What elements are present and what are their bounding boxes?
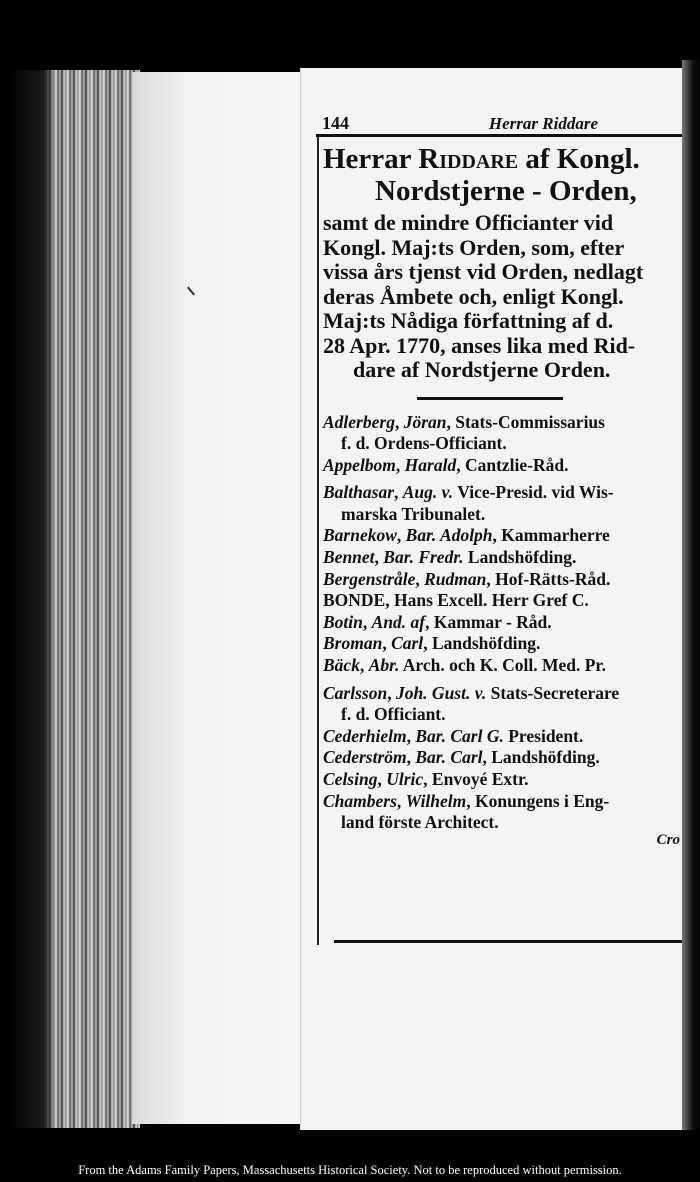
list-item: Adlerberg, Jöran, Stats-Commissarius [323, 411, 605, 432]
blank-left-page [132, 72, 317, 1124]
list-item: Balthasar, Aug. v. Vice-Presid. vid Wis- [323, 482, 614, 503]
entry-surname: Appelbom [323, 454, 396, 475]
list-item: Cederhielm, Bar. Carl G. President. [323, 725, 584, 746]
entry-given-name: Ulric [386, 769, 424, 789]
section-heading-line1 [319, 137, 682, 175]
list-item: Bennet, Bar. Fredr. Landshöfding. [323, 547, 577, 568]
intro-line: samt de mindre Officianter vid [323, 210, 614, 235]
list-item: Botin, And. af, Kammar - Råd. [323, 611, 552, 632]
entry-given-name: Bar. Fredr. [383, 547, 464, 568]
entry-given-name: Bar. Carl [415, 747, 483, 768]
list-item: Chambers, Wilhelm, Konungens i Eng- [323, 790, 610, 811]
heading-suffix: af Kongl. [518, 143, 640, 175]
page-number: 144 [322, 113, 349, 133]
heading-smallcaps: Riddare [418, 143, 519, 175]
running-head-title: Herrar Riddare [488, 114, 598, 133]
bottom-rule [334, 940, 682, 943]
list-item: Barnekow, Bar. Adolph, Kammarherre [323, 525, 610, 546]
entry-given-name: And. af [371, 611, 426, 632]
entry-surname: Celsing [323, 769, 378, 789]
list-item: Appelbom, Harald, Cantzlie-Råd. [323, 454, 569, 475]
entry-continuation: marska Tribunalet. [341, 503, 486, 524]
entry-given-name: Rudman [424, 568, 487, 589]
entry-given-name: Harald [404, 454, 457, 475]
book-fore-edge [14, 70, 140, 1128]
entry-surname: Adlerberg [323, 411, 395, 432]
entry-list [319, 412, 682, 834]
entry-surname: Cederström [323, 747, 407, 768]
entry-given-name: Bar. Carl G. [415, 725, 504, 746]
intro-line: vissa års tjenst vid Orden, nedlagt [323, 259, 644, 284]
entry-given-name: Aug. v. [402, 482, 454, 503]
page-text-block [316, 108, 682, 948]
entry-surname: Barnekow [323, 525, 397, 546]
intro-line: Maj:ts Nådiga författning af d. [323, 308, 614, 333]
entry-surname: Cederhielm [323, 725, 407, 746]
entry-surname: Bennet [323, 547, 375, 568]
running-head [316, 108, 682, 137]
entry-given-name: Joh. Gust. v. [395, 682, 487, 703]
text-frame [317, 137, 682, 945]
entry-continuation: f. d. Ordens-Officiant. [341, 433, 507, 454]
entry-surname: Carlsson [323, 682, 388, 703]
entry-surname: Bäck [323, 655, 360, 676]
entry-given-name: Bar. Adolph [405, 525, 493, 546]
entry-given-name: Abr. [368, 655, 400, 676]
intro-line: Kongl. Maj:ts Orden, som, efter [323, 234, 625, 260]
entry-surname: Botin [323, 611, 363, 632]
entry-surname: Bergenstråle [323, 568, 416, 589]
entry-given-name: Wilhelm [405, 790, 467, 811]
list-item: Bergenstråle, Rudman, Hof-Rätts-Råd. [323, 568, 611, 589]
intro-line: dare af Nordstjerne Orden. [353, 357, 611, 382]
entry-surname: Chambers [323, 790, 397, 811]
list-item: Broman, Carl, Landshöfding. [323, 633, 541, 654]
intro-line: deras Åmbete och, enligt Kongl. [323, 283, 624, 309]
entry-given-name: Carl [391, 633, 424, 654]
entry-surname: Balthasar [323, 482, 394, 503]
section-heading-line2: Nordstjerne - Orden, [375, 175, 637, 207]
page-edge-shadow [682, 60, 700, 1130]
intro-line: 28 Apr. 1770, anses lika med Rid- [323, 332, 636, 358]
intro-paragraph [319, 207, 682, 383]
list-item: Bäck, Abr. Arch. och K. Coll. Med. Pr. [323, 655, 606, 676]
catchword: Cro [656, 831, 680, 848]
list-item: Carlsson, Joh. Gust. v. Stats-Secreterare [323, 682, 620, 703]
section-divider [417, 397, 563, 400]
list-item: BONDE, Hans Excell. Herr Gref C. [323, 590, 589, 611]
entry-continuation: f. d. Officiant. [341, 704, 446, 725]
heading-prefix: Herrar [323, 143, 419, 175]
entry-surname: Broman [323, 633, 383, 654]
list-item: Celsing, Ulric, Envoyé Extr. [323, 769, 529, 789]
entry-continuation: land förste Architect. [341, 812, 499, 833]
copyright-notice: From the Adams Family Papers, Massachusetts Historical Society. Not to be reproduced without permission. [78, 1163, 622, 1177]
list-item: Cederström, Bar. Carl, Landshöfding. [323, 747, 600, 768]
entry-given-name: Jöran [403, 411, 447, 432]
